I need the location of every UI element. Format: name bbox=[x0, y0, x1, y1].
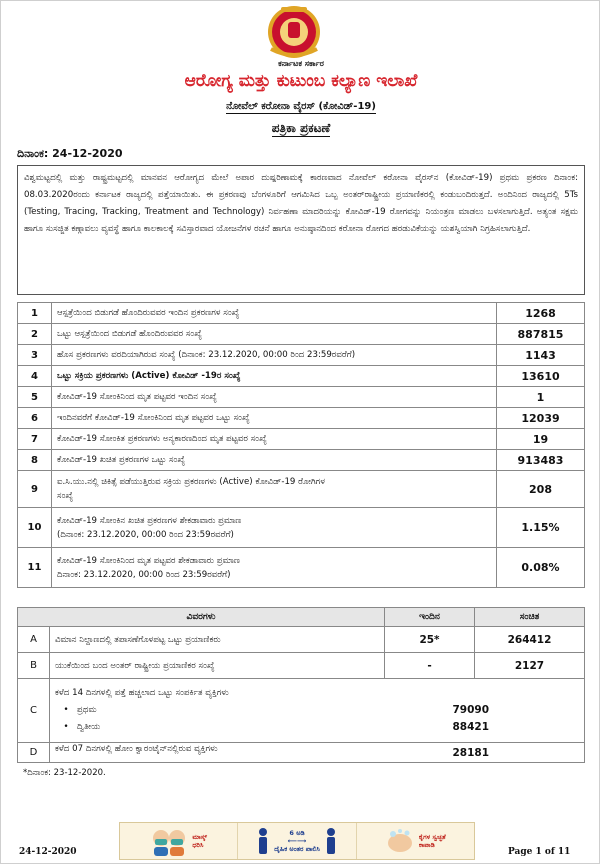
details-header-description: ವಿವರಗಳು bbox=[18, 608, 385, 627]
banner-handwash-segment bbox=[357, 823, 474, 859]
stats-row-value: 13610 bbox=[497, 366, 585, 387]
details-row bbox=[18, 653, 585, 679]
stats-row-number: 1 bbox=[18, 303, 52, 324]
contacts-list bbox=[55, 685, 229, 736]
stats-row-value: 19 bbox=[497, 429, 585, 450]
bullet-icon: • bbox=[63, 722, 69, 732]
press-release-heading bbox=[1, 121, 600, 136]
stats-row-number: 7 bbox=[18, 429, 52, 450]
department-title: ಆರೋಗ್ಯ ಮತ್ತು ಕುಟುಂಬ ಕಲ್ಯಾಣ ಇಲಾಖೆ bbox=[184, 71, 418, 91]
contacts-secondary-label: ದ್ವಿತೀಯ bbox=[77, 722, 101, 732]
stats-row-description-line: ಸಂಖ್ಯೆ bbox=[57, 491, 74, 501]
stats-row bbox=[18, 548, 585, 588]
stats-row bbox=[18, 366, 585, 387]
stats-row-value: 1143 bbox=[497, 345, 585, 366]
stats-row bbox=[18, 429, 585, 450]
stats-row-number: 9 bbox=[18, 471, 52, 508]
banner-mask-segment bbox=[120, 823, 238, 859]
stats-row-number: 8 bbox=[18, 450, 52, 471]
stats-row-number: 4 bbox=[18, 366, 52, 387]
contacts-primary-value: 79090 bbox=[452, 704, 489, 716]
details-row bbox=[18, 627, 585, 653]
details-header-cumulative: ಸಂಚಿತ bbox=[475, 608, 585, 627]
handwash-icon bbox=[385, 827, 415, 855]
page-number: Page 1 of 11 bbox=[508, 847, 571, 857]
subject-title bbox=[1, 101, 600, 112]
intro-paragraph: ವಿಶ್ವಮಟ್ಟದಲ್ಲಿ ಮತ್ತು ರಾಷ್ಟ್ರಮಟ್ಟದಲ್ಲಿ ಮಾನವನ ಆರೋಗ್ಯದ ಮೇಲೆ ಅಪಾರ ದುಷ್ಪರಿಣಾಮಕ್ಕೆ ಕಾರಣವಾದ ನೋವೆಲ್ ಕರೋನಾ ವೈರಸ್‌ನ (ಕೋವಿಡ್-19) ಪ್ರಥಮ ಪ್ರಕರಣ ದಿನಾಂಕ: 08.03.2020ರಂದು ಕರ್ನಾಟಕ ರಾಜ್ಯದಲ್ಲಿ ಪತ್ತೆಯಾಯಿತು. ಈ ಪ್ರಕರಣವು ಬೆಂಗಳೂರಿಗೆ ಆಗಮಿಸಿದ ಒಬ್ಬ ಅಂತರ್‌ರಾಷ್ಟ್ರೀಯ ಪ್ರಯಾಣಿಕರಲ್ಲಿ ಕಂಡುಬಂದಿರುತ್ತದೆ. ಅಂದಿನಿಂದ ರಾಜ್ಯದಲ್ಲಿ 5Ts (Testing, Tracing, Tracking, Treatment and Technology) ನಿರ್ವಹಣಾ ಮಾದರಿಯನ್ನು ಕೋವಿಡ್-19 ರೋಗವನ್ನು ನಿಯಂತ್ರಣ ಮಾಡಲು ಬಳಸಲಾಗುತ್ತಿದೆ. ಅತ್ಯಂತ ಸಕ್ಷಮ ಹಾಗೂ ಸುಸಜ್ಜಿತ ಕಣ್ಗಾವಲು ವ್ಯವಸ್ಥೆ ಹಾಗೂ ಕಾಲಕಾಲಕ್ಕೆ ಸವಿಸ್ತಾರವಾದ ಯೋಜನೆಗಳ ರಚನೆ ಹಾಗೂ ಅನುಷ್ಠಾನದಿಂದ ಕರೋನಾ ರೋಗದ ಹರಡುವಿಕೆಯನ್ನು ಯಶಸ್ವಿಯಾಗಿ ನಿಗ್ರಹಿಸಲಾಗುತ್ತಿದೆ. bbox=[17, 165, 585, 295]
details-row bbox=[18, 743, 585, 763]
banner-distance-segment bbox=[238, 823, 356, 859]
person-icon bbox=[256, 827, 270, 855]
stats-row-number: 6 bbox=[18, 408, 52, 429]
stats-row-description-line: ದಿನಾಂಕ: 23.12.2020, 00:00 ರಿಂದ 23:59ರವರೆಗೆ) bbox=[57, 569, 231, 580]
stats-row-description: ಇಂದಿನವರೆಗೆ ಕೋವಿಡ್-19 ಸೋಂಕಿನಿಂದ ಮೃತ ಪಟ್ಟವರ ಒಟ್ಟು ಸಂಖ್ಯೆ bbox=[52, 408, 497, 429]
stats-row-number: 5 bbox=[18, 387, 52, 408]
stats-row-description: ಕೋವಿಡ್-19 ಸೋಂಕಿನಿಂದ ಮೃತ ಪಟ್ಟವರ ಇಂದಿನ ಸಂಖ್ಯೆ bbox=[52, 387, 497, 408]
details-header-row bbox=[18, 608, 585, 627]
details-row-cumulative: 2127 bbox=[475, 653, 585, 679]
covid-precautions-banner bbox=[119, 822, 475, 860]
stats-row-description bbox=[52, 471, 497, 508]
contacts-values bbox=[452, 685, 579, 736]
stats-row bbox=[18, 471, 585, 508]
details-row-description: ಯುಕೆಯಿಂದ ಬಂದ ಅಂತರ್ ರಾಷ್ಟ್ರೀಯ ಪ್ರಯಾಣಿಕರ ಸಂಖ್ಯೆ bbox=[50, 653, 385, 679]
stats-row-value: 208 bbox=[497, 471, 585, 508]
banner-mask-line1: ಮಾಸ್ಕ್ bbox=[192, 833, 207, 841]
banner-distance-line2: ದೈಹಿಕ ಅಂತರ ಪಾಲಿಸಿ bbox=[274, 845, 320, 853]
stats-row-value: 913483 bbox=[497, 450, 585, 471]
stats-row bbox=[18, 303, 585, 324]
stats-row-number: 10 bbox=[18, 508, 52, 548]
stats-row-description: ಕೋವಿಡ್-19 ಖಚಿತ ಪ್ರಕರಣಗಳ ಒಟ್ಟು ಸಂಖ್ಯೆ bbox=[52, 450, 497, 471]
details-row-letter: B bbox=[18, 653, 50, 679]
details-row-description: ವಿಮಾನ ನಿಲ್ದಾಣದಲ್ಲಿ ತಪಾಸಣೆಗೊಳಪಟ್ಟ ಒಟ್ಟು ಪ್ರಯಾಣಿಕರು bbox=[50, 627, 385, 653]
stats-row-value: 12039 bbox=[497, 408, 585, 429]
details-row bbox=[18, 679, 585, 743]
release-date: ದಿನಾಂಕ: 24-12-2020 bbox=[17, 147, 123, 160]
stats-row-value: 0.08% bbox=[497, 548, 585, 588]
contacts-primary bbox=[55, 702, 229, 719]
subject-title-text: ನೋವೆಲ್ ಕರೋನಾ ವೈರಸ್ (ಕೋವಿಡ್-19) bbox=[226, 101, 376, 112]
details-row-today: 25* bbox=[385, 627, 475, 653]
banner-mask-text bbox=[192, 833, 207, 849]
details-row-contacts bbox=[50, 679, 585, 743]
banner-mask-line2: ಧರಿಸಿ bbox=[192, 841, 204, 849]
stats-row-description-line: ಕೋವಿಡ್-19 ಸೋಂಕಿನ ಖಚಿತ ಪ್ರಕರಣಗಳ ಶೇಕಡಾವಾರು ಪ್ರಮಾಣ bbox=[57, 515, 242, 526]
banner-distance-line1: 6 ಅಡಿ bbox=[289, 829, 305, 837]
government-name: ಕರ್ನಾಟಕ ಸರ್ಕಾರ bbox=[278, 59, 324, 68]
stats-row-description-line: ಕೋವಿಡ್-19 ಸೋಂಕಿನಿಂದ ಮೃತ ಪಟ್ಟವರ ಶೇಕಡಾವಾರು ಪ್ರಮಾಣ bbox=[57, 555, 240, 566]
statistics-table bbox=[17, 302, 585, 588]
stats-row bbox=[18, 387, 585, 408]
footer-date: 24-12-2020 bbox=[19, 847, 77, 857]
details-row-cumulative: 264412 bbox=[475, 627, 585, 653]
details-row-letter: D bbox=[18, 743, 50, 763]
stats-row bbox=[18, 408, 585, 429]
stats-row bbox=[18, 345, 585, 366]
stats-row-value: 1 bbox=[497, 387, 585, 408]
details-table bbox=[17, 607, 585, 763]
quarantine-value: 28181 bbox=[452, 746, 489, 759]
stats-row-number: 3 bbox=[18, 345, 52, 366]
stats-row-number: 11 bbox=[18, 548, 52, 588]
banner-distance-text bbox=[274, 829, 320, 853]
stats-row-value: 1.15% bbox=[497, 508, 585, 548]
details-row-quarantine bbox=[50, 743, 585, 763]
stats-row-description: ಒಟ್ಟು ಆಸ್ಪತ್ರೆಯಿಂದ ಬಿಡುಗಡೆ ಹೊಂದಿರುವವರ ಸಂಖ್ಯೆ bbox=[52, 324, 497, 345]
mask-faces-icon bbox=[150, 826, 188, 856]
distance-arrow-icon: ⟵⟶ bbox=[287, 837, 307, 845]
stats-row-description-line: (ದಿನಾಂಕ: 23.12.2020, 00:00 ರಿಂದ 23:59ರವರೆಗೆ) bbox=[57, 529, 234, 540]
details-header-today: ಇಂದಿನ bbox=[385, 608, 475, 627]
details-row-today: - bbox=[385, 653, 475, 679]
stats-row-value: 887815 bbox=[497, 324, 585, 345]
stats-row bbox=[18, 450, 585, 471]
details-row-description: ಕಳೆದ 07 ದಿನಗಳಲ್ಲಿ ಹೋಂ ಕ್ವಾರಂಟೈನ್‌ನಲ್ಲಿರುವ ವ್ಯಕ್ತಿಗಳು bbox=[55, 743, 218, 754]
karnataka-emblem-icon bbox=[259, 5, 329, 63]
stats-row bbox=[18, 508, 585, 548]
stats-row-description-line: ಐ.ಸಿ.ಯು.ನಲ್ಲಿ ಚಿಕಿತ್ಸೆ ಪಡೆಯುತ್ತಿರುವ ಸಕ್ರಿಯ ಪ್ರಕರಣಗಳು (Active) ಕೋವಿಡ್-19 ರೋಗಿಗಳ bbox=[57, 477, 325, 487]
details-row-description: ಕಳೆದ 14 ದಿನಗಳಲ್ಲಿ ಪತ್ತೆ ಹಚ್ಚಲಾದ ಒಟ್ಟು ಸಂಪರ್ಕಿತ ವ್ಯಕ್ತಿಗಳು bbox=[55, 688, 229, 698]
details-row-letter: A bbox=[18, 627, 50, 653]
press-release-heading-text: ಪತ್ರಿಕಾ ಪ್ರಕಟಣೆ bbox=[271, 121, 331, 135]
contacts-secondary-value: 88421 bbox=[452, 721, 489, 733]
contacts-primary-label: ಪ್ರಥಮ bbox=[77, 705, 97, 715]
stats-row bbox=[18, 324, 585, 345]
stats-row-description bbox=[52, 548, 497, 588]
banner-handwash-line1: ಕೈಗಳ ಸ್ವಚ್ಛತೆ bbox=[418, 833, 446, 841]
stats-row-description: ಹೊಸ ಪ್ರಕರಣಗಳು ವರದಿಯಾಗಿರುವ ಸಂಖ್ಯೆ (ದಿನಾಂಕ: 23.12.2020, 00:00 ರಿಂದ 23:59ರವರೆಗೆ) bbox=[52, 345, 497, 366]
banner-handwash-line2: ಕಾಪಾಡಿ bbox=[418, 841, 435, 849]
stats-row-description bbox=[52, 508, 497, 548]
stats-row-number: 2 bbox=[18, 324, 52, 345]
stats-row-description: ಆಸ್ಪತ್ರೆಯಿಂದ ಬಿಡುಗಡೆ ಹೊಂದಿರುವವರ ಇಂದಿನ ಪ್ರಕರಣಗಳ ಸಂಖ್ಯೆ bbox=[52, 303, 497, 324]
banner-handwash-text bbox=[419, 833, 446, 849]
stats-row-value: 1268 bbox=[497, 303, 585, 324]
person-icon bbox=[324, 827, 338, 855]
stats-row-description: ಕೋವಿಡ್-19 ಸೋಂಕಿತ ಪ್ರಕರಣಗಳು ಅನ್ಯಕಾರಣದಿಂದ ಮೃತ ಪಟ್ಟವರ ಸಂಖ್ಯೆ bbox=[52, 429, 497, 450]
stats-row-description: ಒಟ್ಟು ಸಕ್ರಿಯ ಪ್ರಕರಣಗಳು (Active) ಕೋವಿಡ್ -19ರ ಸಂಖ್ಯೆ bbox=[52, 366, 497, 387]
footnote: *ದಿನಾಂಕ: 23-12-2020. bbox=[23, 768, 106, 778]
details-row-letter: C bbox=[18, 679, 50, 743]
bullet-icon: • bbox=[63, 705, 69, 715]
contacts-secondary bbox=[55, 719, 229, 736]
